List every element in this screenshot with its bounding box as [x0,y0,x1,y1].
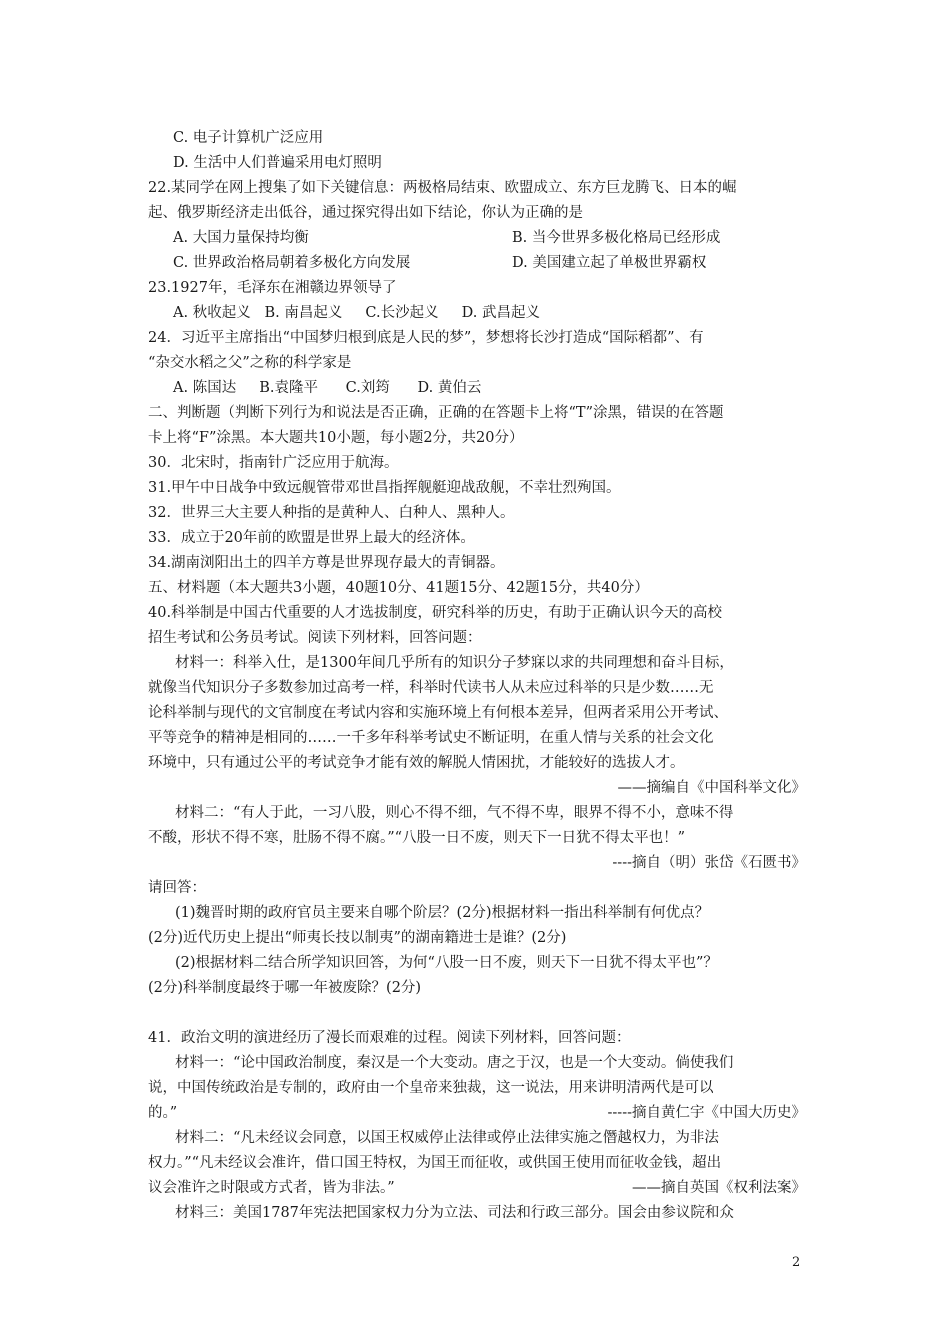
option-c: C. 电子计算机广泛应用 [173,130,324,146]
question-24: 24．习近平主席指出“中国梦归根到底是人民的梦”，梦想将长沙打造成“国际稻都”、有 [148,330,704,346]
question-24-options: A. 陈国达 B.袁隆平 C.刘筠 D. 黄伯云 [173,380,482,396]
material-paragraph: 的。” [148,1105,178,1121]
question-31: 31.甲午中日战争中致远舰管带邓世昌指挥舰艇迎战敌舰，不幸壮烈殉国。 [148,480,621,496]
material-source: ——摘编自《中国科举文化》 [617,780,806,796]
question-24-cont: “杂交水稻之父”之称的科学家是 [148,355,352,371]
material-paragraph: 说，中国传统政治是专制的，政府由一个皇帝来独裁，这一说法，用来讲明清两代是可以 [148,1080,714,1096]
sub-question-2: (2)根据材料二结合所学知识回答，为何“八股一日不废，则天下一日犹不得太平也”？ [175,955,718,971]
option-c: C. 世界政治格局朝着多极化方向发展 [173,255,411,271]
option-a: A. 大国力量保持均衡 [173,230,309,246]
section-heading-cont: 卡上将“F”涂黑。本大题共10小题，每小题2分，共20分） [148,430,524,446]
material-paragraph: 论科举制与现代的文官制度在考试内容和实施环境上有何根本差异，但两者采用公开考试、 [148,705,728,721]
question-23-options: A. 秋收起义 B. 南昌起义 C.长沙起义 D. 武昌起义 [173,305,540,321]
section-heading: 二、判断题（判断下列行为和说法是否正确，正确的在答题卡上将“T”涂黑，错误的在答题 [148,405,724,421]
sub-question-1-cont: (2分)近代历史上提出“师夷长技以制夷”的湖南籍进士是谁？(2分) [148,930,567,946]
material-source: ----摘自（明）张岱《石匮书》 [612,855,806,871]
material-source: ——摘自英国《权利法案》 [632,1180,806,1196]
material-paragraph: 材料三：美国1787年宪法把国家权力分为立法、司法和行政三部分。国会由参议院和众 [175,1205,734,1221]
option-b: B. 当今世界多极化格局已经形成 [512,230,721,246]
material-paragraph: 平等竞争的精神是相同的……一千多年科举考试史不断证明，在重人情与关系的社会文化 [148,730,714,746]
sub-question-2-cont: (2分)科举制度最终于哪一年被废除？(2分) [148,980,422,996]
question-32: 32．世界三大主要人种指的是黄种人、白种人、黑种人。 [148,505,515,521]
sub-question-1: (1)魏晋时期的政府官员主要来自哪个阶层？(2分)根据材料一指出科举制有何优点？ [175,905,710,921]
question-22: 22.某同学在网上搜集了如下关键信息：两极格局结束、欧盟成立、东方巨龙腾飞、日本的崛 [148,180,737,196]
option-d: D. 美国建立起了单极世界霸权 [512,255,707,271]
section-heading: 五、材料题（本大题共3小题，40题10分、41题15分、42题15分，共40分） [148,580,649,596]
material-paragraph: 材料一：科举入仕，是1300年间几乎所有的知识分子梦寐以求的共同理想和奋斗目标， [175,655,734,671]
material-paragraph: 就像当代知识分子多数参加过高考一样，科举时代读书人从未应过科举的只是少数……无 [148,680,714,696]
question-41: 41．政治文明的演进经历了漫长而艰难的过程。阅读下列材料，回答问题： [148,1030,631,1046]
page-number: 2 [792,1255,801,1270]
material-source: -----摘自黄仁宇《中国大历史》 [607,1105,806,1121]
question-22-cont: 起、俄罗斯经济走出低谷，通过探究得出如下结论，你认为正确的是 [148,205,583,221]
material-paragraph: 材料二：“凡未经议会同意，以国王权威停止法律或停止法律实施之僭越权力，为非法 [175,1130,719,1146]
question-34: 34.湖南浏阳出土的四羊方尊是世界现存最大的青铜器。 [148,555,505,571]
question-33: 33．成立于20年前的欧盟是世界上最大的经济体。 [148,530,475,546]
material-paragraph: 材料一：“论中国政治制度，秦汉是一个大变动。唐之于汉，也是一个大变动。倘使我们 [175,1055,734,1071]
material-paragraph: 议会准许之时限或方式者，皆为非法。” [148,1180,395,1196]
material-paragraph: 材料二：“有人于此，一习八股，则心不得不细，气不得不卑，眼界不得不小，意味不得 [175,805,734,821]
material-paragraph: 权力。”“凡未经议会准许，借口国王特权，为国王而征收，或供国王使用而征收金钱，超出 [148,1155,722,1171]
question-30: 30．北宋时，指南针广泛应用于航海。 [148,455,399,471]
material-paragraph: 不酸，形状不得不寒，肚肠不得不腐。”“八股一日不废，则天下一日犹不得太平也！” [148,830,685,846]
answer-prompt: 请回答： [148,880,206,896]
question-23: 23.1927年，毛泽东在湘赣边界领导了 [148,280,397,296]
question-40: 40.科举制是中国古代重要的人才选拔制度，研究科举的历史，有助于正确认识今天的高校 [148,605,723,621]
option-d: D. 生活中人们普遍采用电灯照明 [173,155,382,171]
question-40-cont: 招生考试和公务员考试。阅读下列材料，回答问题： [148,630,482,646]
material-paragraph: 环境中，只有通过公平的考试竞争才能有效的解脱人情困扰，才能较好的选拔人才。 [148,755,685,771]
